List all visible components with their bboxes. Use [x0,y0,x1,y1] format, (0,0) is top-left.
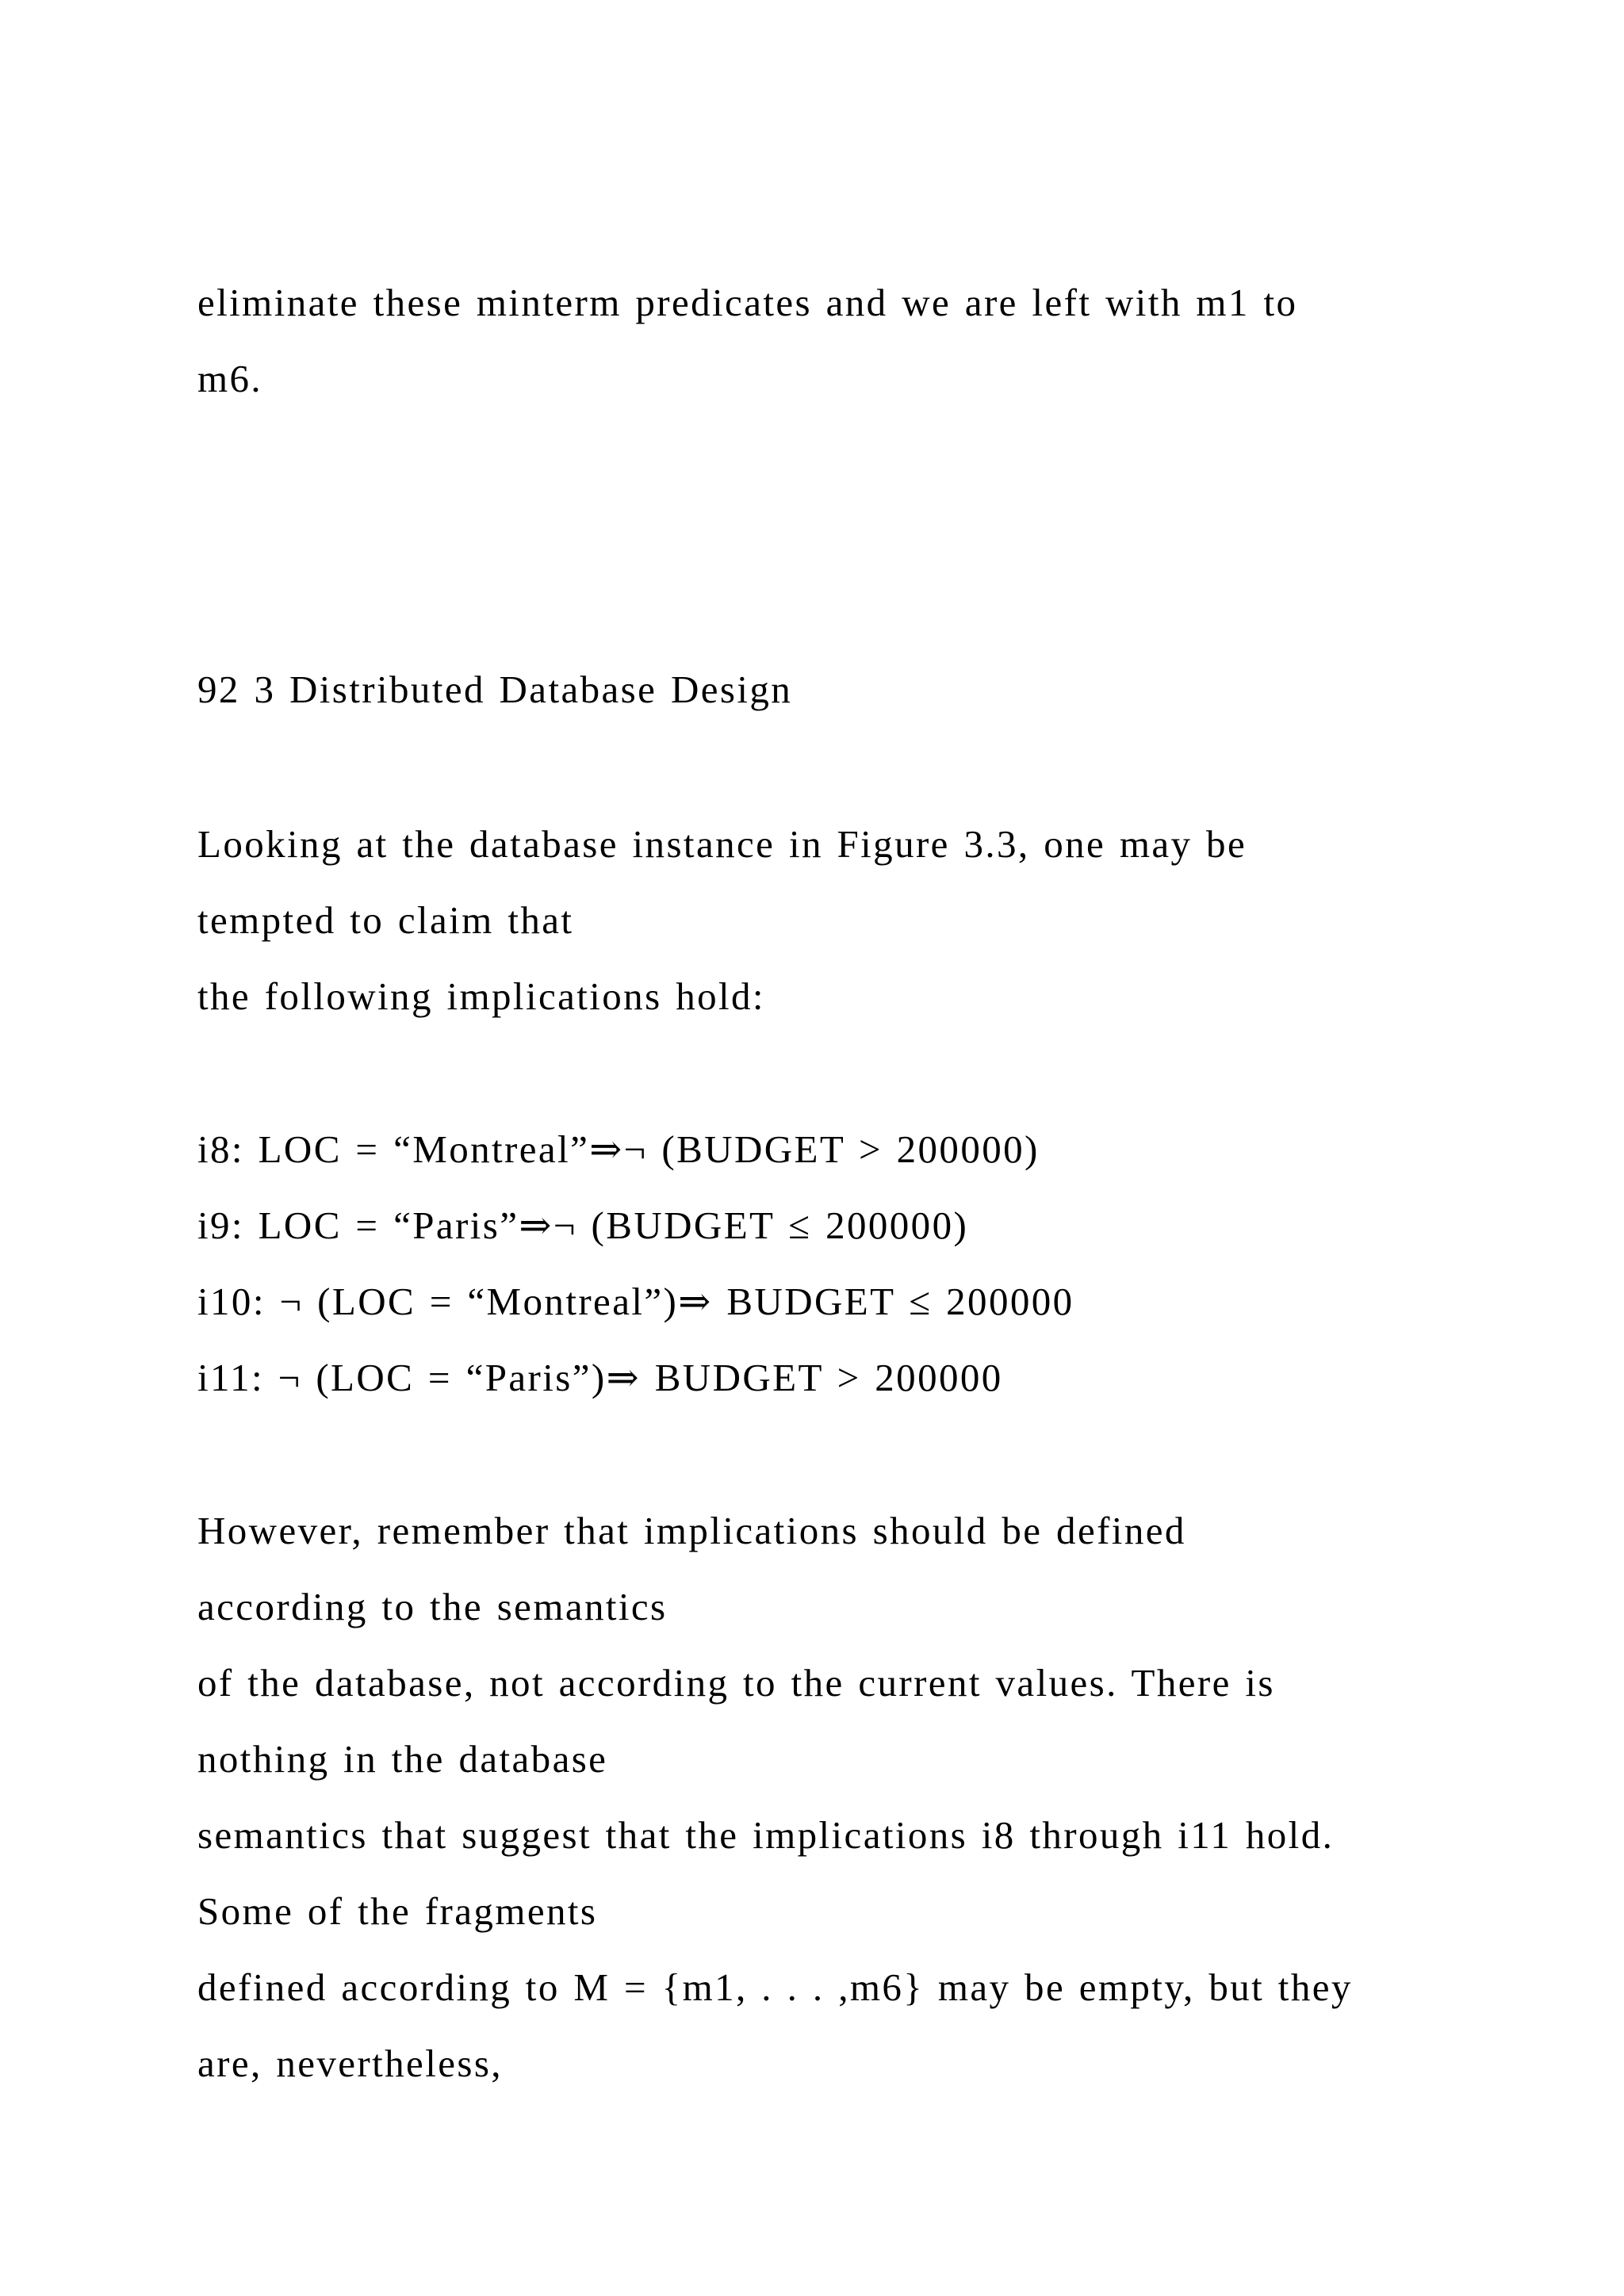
looking-line-2: tempted to claim that [197,898,574,942]
however-line-1: However, remember that implications should be defined [197,1509,1186,1552]
however-line-6: Some of the fragments [197,1889,598,1933]
however-line-2: according to the semantics [197,1585,668,1628]
implication-i11: i11: ¬ (LOC = “Paris”)⇒ BUDGET > 200000 [197,1356,1003,1399]
looking-line-1: Looking at the database instance in Figure 3.3, one may be [197,822,1247,866]
however-line-7: defined according to M = {m1, . . . ,m6} may be empty, but they [197,1965,1353,2009]
however-line-5: semantics that suggest that the implications i8 through i11 hold. [197,1813,1335,1857]
intro-line-2: m6. [197,357,263,400]
implication-i8: i8: LOC = “Montreal”⇒¬ (BUDGET > 200000) [197,1127,1040,1171]
however-line-8: are, nevertheless, [197,2042,503,2085]
running-header: 92 3 Distributed Database Design [197,668,793,711]
implication-i9: i9: LOC = “Paris”⇒¬ (BUDGET ≤ 200000) [197,1203,969,1247]
implication-i10: i10: ¬ (LOC = “Montreal”)⇒ BUDGET ≤ 200000 [197,1280,1074,1323]
however-line-4: nothing in the database [197,1737,608,1781]
however-line-3: of the database, not according to the current values. There is [197,1661,1275,1705]
intro-line-1: eliminate these minterm predicates and we are left with m1 to [197,281,1298,324]
looking-line-3: the following implications hold: [197,974,765,1018]
